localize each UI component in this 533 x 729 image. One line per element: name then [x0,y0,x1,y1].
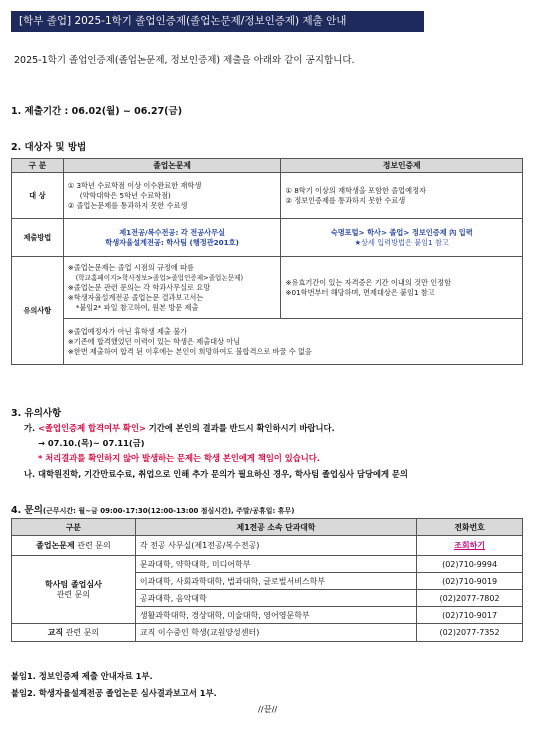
thesis-target-line: ② 졸업논문제를 통과하지 못한 수료생 [67,200,188,210]
thesis-target-line: ① 3학년 수료학점 이상 이수완료한 재학생 [67,180,202,190]
thesis-target-line: (약학대학은 5학년 수료학점) [79,190,171,200]
common-note-line: ※기존에 합격했었던 이력이 있는 학생은 제출대상 아님 [67,336,241,346]
academic-label-bold: 학사팀 졸업심사 [44,579,102,589]
contact-header-college: 제1전공 소속 단과대학 [135,519,416,536]
notice-b: 나. 대학원진학, 기간만료수료, 취업으로 인해 추가 문의가 필요하신 경우, 학사팀 졸업심사 담당에게 문의 [24,469,408,479]
info-method-cell [281,219,523,257]
notice-a-prefix: 가. [24,423,39,433]
contact-heading: 4. 문의 [11,505,43,516]
info-note-line: ※01학번부터 해당하며, 면제대상은 붙임1 참고 [285,287,435,297]
thesis-note-line: (학교홈페이지>학사정보>졸업>졸업인증제>졸업논문제) [75,273,244,282]
thesis-contact-label-rest: 관련 문의 [74,541,111,550]
responsibility-warning: * 처리결과를 확인하지 않아 발생하는 문제는 학생 본인에게 책임이 있습니다. [38,453,320,463]
teacher-label-rest: 관련 문의 [63,628,100,637]
academic-phone: (02)710-9017 [417,607,523,624]
notice-a-highlight: <졸업인증제 합격여부 확인> [38,423,146,433]
thesis-note-line: ※졸업논문제는 졸업 시점의 규정에 따름 [67,262,194,272]
section-target-method: 2. 대상자 및 방법 [11,142,87,153]
academic-phone: (02)710-9019 [417,573,523,590]
thesis-contact-college: 각 전공 사무실(제1전공/복수전공) [135,536,416,556]
teacher-contact-college: 교직 이수중인 학생(교원양성센터) [135,624,416,642]
lookup-link[interactable]: 조회하기 [454,541,486,550]
thesis-method-line: 제1전공/복수전공: 각 전공사무실 [119,227,225,237]
academic-label-rest: 관련 문의 [56,589,91,599]
attachment-2: 붙임2. 학생자율설계전공 졸업논문 심사결과보고서 1부. [11,688,217,698]
notice-a [24,422,335,434]
thesis-notes-cell [63,257,281,319]
row-label-notes: 유의사항 [12,257,64,365]
row-label-target: 대 상 [12,173,64,219]
thesis-note-line: ※졸업논문 관련 문의는 각 학과사무실로 요망 [67,282,211,292]
thesis-note-line: ※학생자율설계전공 졸업논문 결과보고서는 [67,292,204,302]
thesis-contact-label-bold: 졸업논문제 [36,541,75,550]
end-mark: //끝// [258,704,278,714]
info-note-line: ※유효기간이 있는 자격증은 기간 이내의 것만 인정함 [285,277,452,287]
notice-a-text: 기간에 본인의 결과를 반드시 확인하시기 바랍니다. [145,423,335,433]
info-target-line: ② 정보인증제를 통과하지 못한 수료생 [285,195,406,205]
thesis-note-line: *붙임2* 파일 참고하여, 원본 방문 제출 [75,302,199,312]
academic-college: 공과대학, 음악대학 [135,590,416,607]
info-notes-cell [281,257,523,319]
intro-text: 2025-1학기 졸업인증제(졸업논문제, 정보인증제) 제출을 아래와 같이 공지합니다. [14,55,355,66]
contact-header-category: 구분 [12,519,136,536]
thesis-method-cell [63,219,281,257]
target-method-table [11,158,523,365]
academic-college: 문과대학, 약학대학, 미디어학부 [135,556,416,573]
teacher-contact-label [12,624,136,642]
section-notices: 3. 유의사항 [11,408,62,419]
section-contact [11,502,294,516]
thesis-target-cell [63,173,281,219]
teacher-contact-phone: (02)2077-7352 [417,624,523,642]
row-label-method: 제출방법 [12,219,64,257]
thesis-contact-label [12,536,136,556]
contact-table [11,518,523,642]
academic-college: 생활과학대학, 경상대학, 미술대학, 영어영문학부 [135,607,416,624]
thesis-method-line: 학생자율설계전공: 학사팀 (행정관201호) [105,237,239,247]
academic-phone: (02)710-9994 [417,556,523,573]
portal-path-link[interactable]: 숙명포털> 학사> 졸업> 정보인증제 內 입력 [330,227,473,237]
header-category: 구 분 [12,159,64,173]
office-hours: (근무시간: 월~금 09:00-17:30(12:00-13:00 점심시간), 주말/공휴일: 휴무) [42,507,295,515]
common-note-line: ※졸업예정자가 아닌 휴학생 제출 불가 [67,326,188,336]
academic-college: 이과대학, 사회과학대학, 법과대학, 글로벌서비스학부 [135,573,416,590]
common-notes-cell [63,319,522,365]
thesis-contact-phone [417,536,523,556]
attachment-1: 붙임1. 정보인증제 제출 안내자료 1부. [11,671,153,681]
confirm-period: → 07.10.(목)~ 07.11(금) [38,438,145,448]
academic-contact-label [12,556,136,624]
page-title: [학부 졸업] 2025-1학기 졸업인증제(졸업논문제/정보인증제) 제출 안내 [11,11,424,32]
section-submission-period: 1. 제출기간 : 06.02(월) ~ 06.27(금) [11,106,183,117]
common-note-line: ※한번 제출하여 합격 된 이후에는 본인이 희망하여도 불합격으로 바꿀 수 없음 [67,346,312,356]
info-method-note: ★상세 입력방법은 붙임1 참고 [354,237,449,247]
teacher-label-bold: 교직 [47,628,64,637]
info-target-line: ① 8학기 이상의 재학생을 포함한 졸업예정자 [285,185,426,195]
header-thesis: 졸업논문제 [63,159,281,173]
header-info: 정보인증제 [281,159,523,173]
contact-header-phone: 전화번호 [417,519,523,536]
info-target-cell [281,173,523,219]
academic-phone: (02)2077-7802 [417,590,523,607]
